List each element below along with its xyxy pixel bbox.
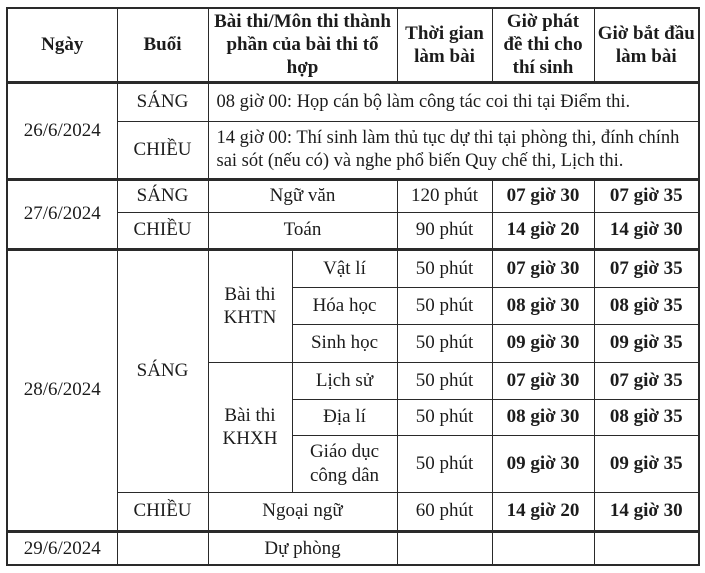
subject-cell: Địa lí: [292, 399, 397, 435]
duration-cell: 50 phút: [397, 324, 492, 362]
duration-cell: 120 phút: [397, 179, 492, 212]
row-27-sang: [7, 179, 699, 212]
col-header-buoi: Buổi: [117, 8, 208, 82]
subject-cell: Lịch sử: [292, 362, 397, 399]
subject-cell: Sinh học: [292, 324, 397, 362]
subject-cell: Toán: [208, 212, 397, 249]
issue-time-cell: 07 giờ 30: [492, 362, 594, 399]
row-26-sang: [7, 82, 699, 121]
session-cell: CHIỀU: [117, 121, 208, 179]
col-header-ngay: Ngày: [7, 8, 117, 82]
start-time-cell: 07 giờ 35: [594, 249, 699, 287]
date-cell: 26/6/2024: [7, 82, 117, 179]
duration-cell: 50 phút: [397, 399, 492, 435]
table-header-row: [7, 8, 699, 82]
start-time-cell: 07 giờ 35: [594, 179, 699, 212]
session-cell-empty: [117, 531, 208, 565]
start-time-cell: 09 giờ 35: [594, 435, 699, 492]
note-cell: 08 giờ 00: Họp cán bộ làm công tác coi thi tại Điểm thi.: [208, 82, 699, 121]
note-cell: [208, 121, 699, 179]
col-header-gio-phat: Giờ phát đề thi cho thí sinh: [492, 8, 594, 82]
exam-schedule-table: [6, 7, 700, 566]
issue-time-cell: 08 giờ 30: [492, 287, 594, 324]
duration-cell: 50 phút: [397, 435, 492, 492]
date-cell: 29/6/2024: [7, 531, 117, 565]
reserve-cell: Dự phòng: [208, 531, 397, 565]
group-cell-khxh: Bài thi KHXH: [208, 362, 292, 492]
date-cell: 27/6/2024: [7, 179, 117, 249]
start-time-cell: 09 giờ 35: [594, 324, 699, 362]
subject-cell: Giáo dục công dân: [292, 435, 397, 492]
issue-time-cell: 09 giờ 30: [492, 324, 594, 362]
issue-time-cell: 07 giờ 30: [492, 249, 594, 287]
start-time-cell-empty: [594, 531, 699, 565]
session-cell: CHIỀU: [117, 212, 208, 249]
subject-cell: Ngữ văn: [208, 179, 397, 212]
issue-time-cell: 07 giờ 30: [492, 179, 594, 212]
start-time-cell: 08 giờ 35: [594, 399, 699, 435]
duration-cell: 90 phút: [397, 212, 492, 249]
col-header-thoi-gian: Thời gian làm bài: [397, 8, 492, 82]
issue-time-cell: 09 giờ 30: [492, 435, 594, 492]
col-header-bai-thi: Bài thi/Môn thi thành phần của bài thi tổ hợp: [208, 8, 397, 82]
duration-cell: 60 phút: [397, 492, 492, 531]
issue-time-cell: 14 giờ 20: [492, 492, 594, 531]
duration-cell: 50 phút: [397, 287, 492, 324]
group-cell-khtn: Bài thi KHTN: [208, 249, 292, 362]
start-time-cell: 07 giờ 35: [594, 362, 699, 399]
duration-cell: 50 phút: [397, 249, 492, 287]
col-header-gio-bat-dau: Giờ bắt đầu làm bài: [594, 8, 699, 82]
issue-time-cell: 14 giờ 20: [492, 212, 594, 249]
row-29-du-phong: [7, 531, 699, 565]
issue-time-cell: 08 giờ 30: [492, 399, 594, 435]
note-line: sai sót (nếu có) và nghe phổ biến Quy chế thi, Lịch thi.: [216, 150, 624, 171]
subject-cell: Ngoại ngữ: [208, 492, 397, 531]
duration-cell: 50 phút: [397, 362, 492, 399]
subject-cell: Hóa học: [292, 287, 397, 324]
subject-cell: Vật lí: [292, 249, 397, 287]
note-line: 14 giờ 00: Thí sinh làm thủ tục dự thi tại phòng thi, đính chính: [216, 127, 680, 148]
session-cell: SÁNG: [117, 179, 208, 212]
duration-cell-empty: [397, 531, 492, 565]
start-time-cell: 14 giờ 30: [594, 492, 699, 531]
start-time-cell: 14 giờ 30: [594, 212, 699, 249]
date-cell: 28/6/2024: [7, 249, 117, 531]
issue-time-cell-empty: [492, 531, 594, 565]
session-cell: SÁNG: [117, 82, 208, 121]
session-cell: SÁNG: [117, 249, 208, 492]
start-time-cell: 08 giờ 35: [594, 287, 699, 324]
session-cell: CHIỀU: [117, 492, 208, 531]
row-28-vat-li: [7, 249, 699, 287]
